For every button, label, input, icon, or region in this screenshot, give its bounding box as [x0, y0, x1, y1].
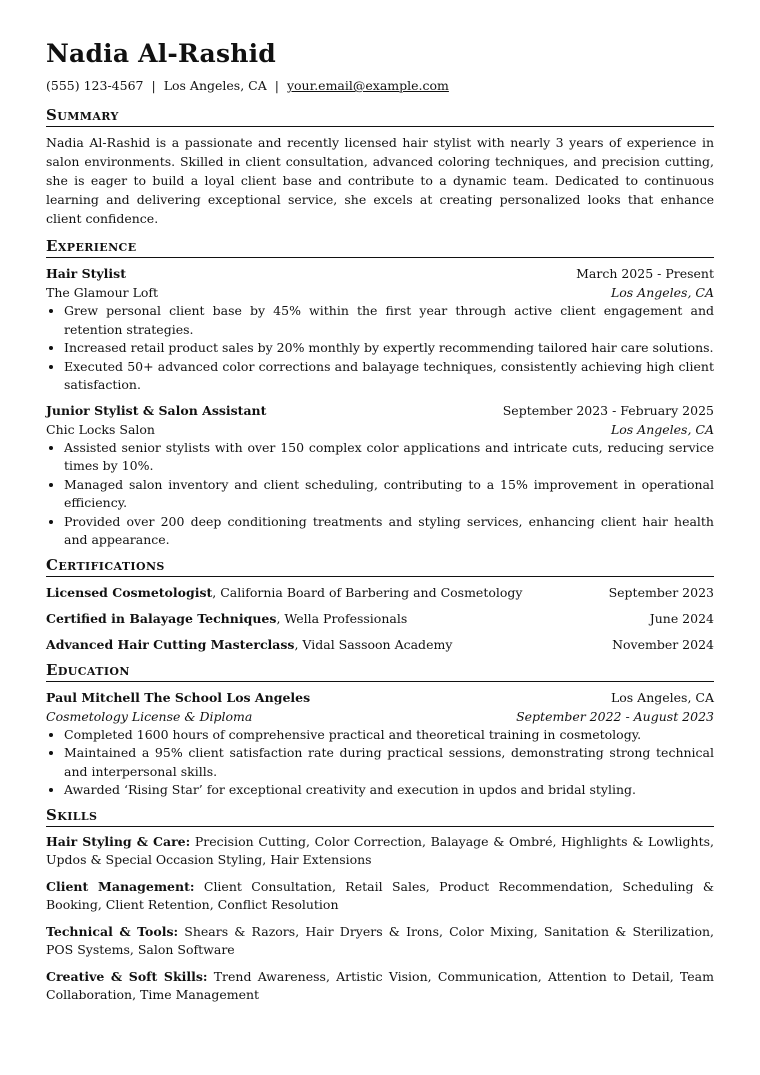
skill-label: Client Management:	[46, 878, 195, 894]
cert-name: Certified in Balayage Techniques	[46, 610, 277, 626]
school-name: Paul Mitchell The School Los Angeles	[46, 689, 311, 705]
list-item: • Managed salon inventory and client scheduling, contributing to a 15% improvement in operational efficiency.	[64, 476, 714, 513]
skill-label: Hair Styling & Care:	[46, 833, 191, 849]
email-link[interactable]: your.email@example.com	[286, 78, 449, 93]
cert-date: November 2024	[612, 636, 714, 652]
list-item: • Assisted senior stylists with over 150 complex color applications and intricate cuts, reducing service times by 10%.	[64, 439, 714, 476]
job-bullets	[46, 302, 714, 395]
cert-name: Licensed Cosmetologist	[46, 584, 213, 600]
location: Los Angeles, CA	[163, 78, 267, 93]
certification-row	[46, 635, 714, 654]
list-item: • Completed 1600 hours of comprehensive practical and theoretical training in cosmetology.	[64, 726, 714, 745]
education-dates: September 2022 - August 2023	[516, 708, 714, 724]
separator: |	[274, 78, 279, 93]
contact-line	[46, 78, 714, 94]
degree: Cosmetology License & Diploma	[46, 708, 253, 724]
certification-row	[46, 609, 714, 628]
job-dates: March 2025 - Present	[576, 266, 714, 281]
skill-items: Client Consultation, Retail Sales, Product Recommendation, Scheduling & Booking, Client Retention, Conflict Resolution	[46, 878, 714, 912]
job-location: Los Angeles, CA	[610, 421, 714, 437]
school-location: Los Angeles, CA	[610, 689, 714, 705]
cert-date: June 2024	[649, 610, 714, 626]
section-title-experience: Experience	[46, 237, 714, 258]
phone: (555) 123-4567	[46, 78, 144, 93]
job-bullets	[46, 439, 714, 550]
cert-date: September 2023	[608, 584, 714, 600]
section-title-certifications: Certifications	[46, 556, 714, 577]
cert-issuer: , Wella Professionals	[276, 610, 408, 626]
section-title-education: Education	[46, 661, 714, 682]
job-entry	[46, 401, 714, 550]
skill-group	[46, 833, 714, 870]
skill-label: Creative & Soft Skills:	[46, 968, 208, 984]
job-entry	[46, 264, 714, 395]
list-item: • Maintained a 95% client satisfaction rate during practical sessions, demonstrating strong technical and interpersonal skills.	[64, 744, 714, 781]
skill-items: Precision Cutting, Color Correction, Balayage & Ombré, Highlights & Lowlights, Updos & Special Occasion Styling, Hair Extensions	[46, 833, 714, 867]
job-location: Los Angeles, CA	[610, 285, 714, 300]
cert-issuer: , Vidal Sassoon Academy	[294, 636, 453, 652]
skill-group	[46, 968, 714, 1005]
section-title-summary: Summary	[46, 106, 714, 127]
section-title-skills: Skills	[46, 806, 714, 827]
separator: |	[151, 78, 156, 93]
list-item: • Increased retail product sales by 20% monthly by expertly recommending tailored hair care solutions.	[64, 339, 714, 358]
job-company: Chic Locks Salon	[46, 421, 155, 437]
certification-row	[46, 583, 714, 602]
skill-items: Shears & Razors, Hair Dryers & Irons, Color Mixing, Sanitation & Sterilization, POS Systems, Salon Software	[46, 923, 714, 957]
education-bullets	[46, 726, 714, 800]
skill-group	[46, 878, 714, 915]
summary-text: Nadia Al-Rashid is a passionate and recently licensed hair stylist with nearly 3 years of experience in salon environments. Skilled in client consultation, advanced coloring techniques, and precision cutting, she is eager to build a loyal client base and contribute to a dynamic team. Dedicated to continuous learning and delivering exceptional service, she excels at creating personalized looks that enhance client confidence.	[46, 135, 714, 226]
list-item: • Executed 50+ advanced color corrections and balayage techniques, consistently achieving high client satisfaction.	[64, 358, 714, 395]
job-dates: September 2023 - February 2025	[502, 402, 714, 418]
candidate-name: Nadia Al-Rashid	[46, 39, 276, 68]
cert-issuer: , California Board of Barbering and Cosmetology	[212, 584, 523, 600]
skill-label: Technical & Tools:	[46, 923, 179, 939]
list-item: • Provided over 200 deep conditioning treatments and styling services, enhancing client hair health and appearance.	[64, 513, 714, 550]
job-title: Junior Stylist & Salon Assistant	[46, 402, 267, 418]
list-item: • Awarded ‘Rising Star’ for exceptional creativity and execution in updos and bridal styling.	[64, 781, 714, 800]
list-item: • Grew personal client base by 45% within the first year through active client engagement and retention strategies.	[64, 302, 714, 339]
job-title: Hair Stylist	[46, 266, 126, 281]
cert-name: Advanced Hair Cutting Masterclass	[46, 636, 295, 652]
job-company: The Glamour Loft	[46, 285, 159, 300]
skill-group	[46, 923, 714, 960]
skill-items: Trend Awareness, Artistic Vision, Communication, Attention to Detail, Team Collaboration, Time Management	[46, 968, 714, 1002]
